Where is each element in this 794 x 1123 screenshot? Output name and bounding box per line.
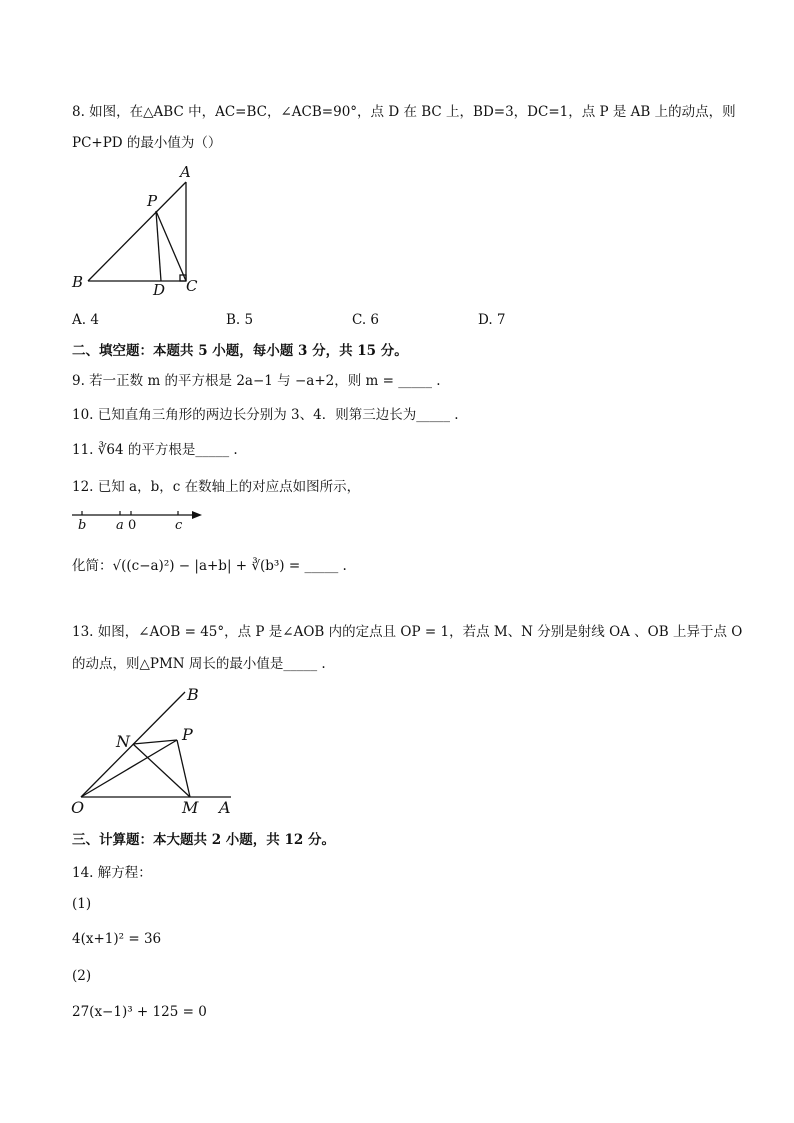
- q8-option-c: C. 6: [352, 312, 380, 328]
- axis-label-zero: 0: [128, 518, 137, 533]
- label-a: A: [219, 798, 231, 817]
- label-a: A: [180, 163, 191, 181]
- q8-option-b: B. 5: [226, 312, 254, 328]
- q14-part1-label: (1): [72, 896, 92, 912]
- q14-title: 14. 解方程：: [72, 865, 152, 881]
- q12-text: 12. 已知 a，b，c 在数轴上的对应点如图所示，: [72, 479, 361, 495]
- label-m: M: [182, 798, 199, 817]
- q9: 9. 若一正数 m 的平方根是 2a−1 与 −a+2，则 m = _____ .: [72, 373, 441, 389]
- q14-part2-equation: 27(x−1)³ + 125 = 0: [72, 1004, 207, 1020]
- label-o: O: [71, 798, 85, 817]
- q11: 11. ∛64 的平方根是_____ .: [72, 442, 238, 458]
- q8-option-d: D. 7: [478, 312, 506, 328]
- label-p: P: [147, 192, 158, 210]
- axis-label-a: a: [116, 518, 124, 533]
- segment-pm: [177, 740, 190, 797]
- q14-part1-equation: 4(x+1)² = 36: [72, 931, 162, 947]
- section2-heading: 二、填空题：本题共 5 小题，每小题 3 分，共 15 分。: [72, 343, 408, 359]
- axis-label-b: b: [78, 518, 87, 533]
- q13-angle-figure: [65, 680, 245, 820]
- label-b: B: [187, 685, 199, 704]
- axis-label-c: c: [175, 518, 183, 533]
- label-p: P: [182, 725, 193, 744]
- side-ab: [88, 182, 186, 281]
- q8-line1: 8. 如图，在△ABC 中，AC=BC，∠ACB=90°，点 D 在 BC 上，BD=3，DC=1，点 P 是 AB 上的动点，则: [72, 104, 736, 120]
- segment-nm: [133, 744, 190, 797]
- q12-simplify: 化简：√((c−a)²) − |a+b| + ∛(b³) = _____ .: [72, 558, 347, 574]
- arrow-head-icon: [192, 511, 202, 519]
- q8-line2: PC+PD 的最小值为（）: [72, 135, 222, 151]
- q13-line2: 的动点，则△PMN 周长的最小值是_____ .: [72, 656, 326, 672]
- label-c: C: [186, 277, 198, 295]
- q12-number-line: [70, 505, 210, 533]
- q13-line1: 13. 如图，∠AOB = 45°，点 P 是∠AOB 内的定点且 OP = 1，若点 M、N 分别是射线 OA 、OB 上异于点 O: [72, 624, 743, 640]
- q14-part2-label: (2): [72, 968, 92, 984]
- q8-triangle-figure: [60, 158, 220, 303]
- label-b: B: [72, 273, 84, 291]
- label-n: N: [116, 732, 130, 751]
- q10: 10. 已知直角三角形的两边长分别为 3、4．则第三边长为_____ .: [72, 407, 459, 423]
- q8-option-a: A. 4: [72, 312, 99, 328]
- label-d: D: [153, 281, 166, 299]
- section3-heading: 三、计算题：本大题共 2 小题，共 12 分。: [72, 832, 335, 848]
